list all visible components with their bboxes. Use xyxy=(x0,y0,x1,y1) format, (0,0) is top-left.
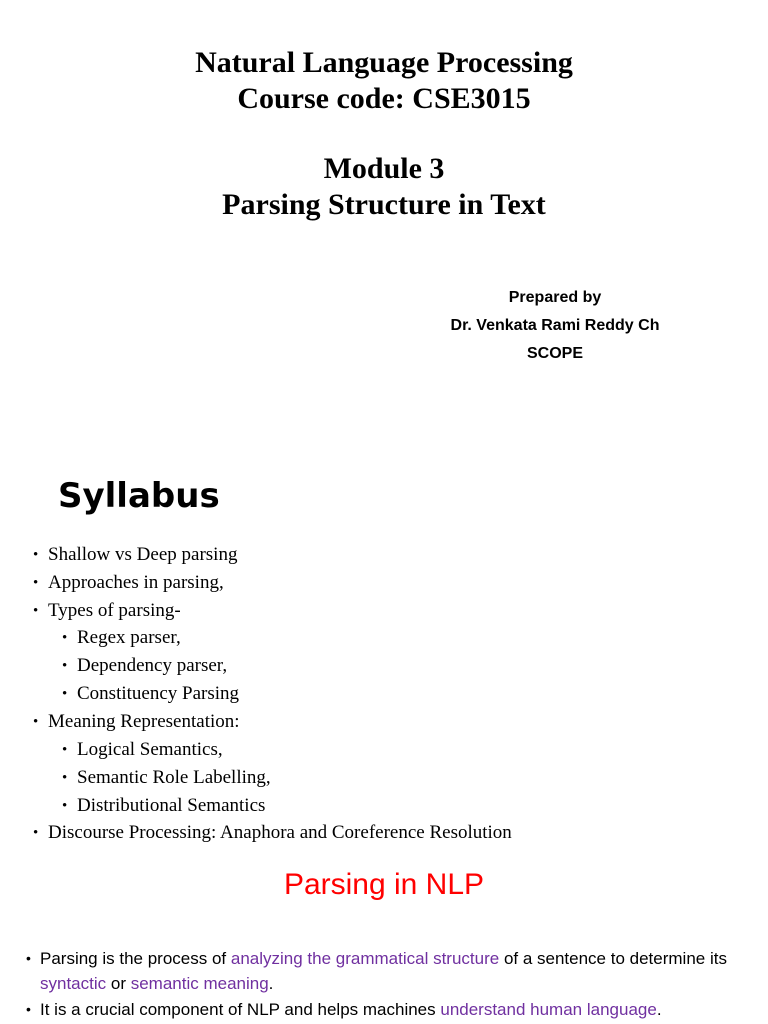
syllabus-item-text: Dependency parser, xyxy=(77,655,228,676)
bullet-icon: • xyxy=(26,950,31,966)
bullet-icon: • xyxy=(33,603,39,619)
syllabus-item-text: Types of parsing- xyxy=(48,600,181,621)
bullet-icon: • xyxy=(62,742,68,758)
bullet-icon: • xyxy=(62,686,68,702)
bullet-icon: • xyxy=(26,1001,31,1017)
bullet-icon: • xyxy=(62,798,68,814)
module-title: Parsing Structure in Text xyxy=(222,188,546,221)
bullet-icon: • xyxy=(62,630,68,646)
author-department: SCOPE xyxy=(526,345,583,362)
bullet-icon: • xyxy=(62,658,68,674)
syllabus-item-text: Shallow vs Deep parsing xyxy=(48,544,238,565)
syllabus-item-text: Semantic Role Labelling, xyxy=(77,767,271,788)
bullet-icon: • xyxy=(33,714,39,730)
syllabus-item-text: Distributional Semantics xyxy=(77,795,266,816)
course-code: Course code: CSE3015 xyxy=(237,82,531,115)
paragraph-text: . xyxy=(268,974,274,993)
syllabus-item-text: Logical Semantics, xyxy=(77,739,223,760)
parsing-definition-paragraph xyxy=(26,946,766,996)
bullet-icon: • xyxy=(33,575,39,591)
bullet-icon: • xyxy=(33,547,39,563)
author-name: Dr. Venkata Rami Reddy Ch xyxy=(450,317,660,334)
syllabus-heading: Syllabus xyxy=(58,476,220,516)
highlighted-text: understand human language xyxy=(440,1000,657,1019)
bullet-icon: • xyxy=(62,770,68,786)
paragraph-text: . xyxy=(656,1000,662,1019)
course-title: Natural Language Processing xyxy=(195,46,573,79)
syllabus-item-text: Constituency Parsing xyxy=(77,683,240,704)
parsing-in-nlp-heading: Parsing in NLP xyxy=(283,868,485,901)
module-number: Module 3 xyxy=(323,152,445,185)
paragraph-text: or xyxy=(106,974,131,993)
syllabus-item-text: Approaches in parsing, xyxy=(48,572,224,593)
highlighted-text: syntactic xyxy=(40,974,107,993)
prepared-by-label: Prepared by xyxy=(508,289,602,306)
parsing-importance-paragraph xyxy=(26,997,766,1022)
syllabus-item-text: Regex parser, xyxy=(77,627,181,648)
syllabus-item-text: Meaning Representation: xyxy=(48,711,240,732)
highlighted-text: semantic meaning xyxy=(130,974,269,993)
paragraph-text: of a sentence to determine its xyxy=(499,949,727,968)
bullet-icon: • xyxy=(33,825,39,841)
syllabus-item-text: Discourse Processing: Anaphora and Coreference Resolution xyxy=(48,822,512,843)
paragraph-text: Parsing is the process of xyxy=(40,949,231,968)
paragraph-text: It is a crucial component of NLP and helps machines xyxy=(40,1000,441,1019)
highlighted-text: analyzing the grammatical structure xyxy=(230,949,500,968)
